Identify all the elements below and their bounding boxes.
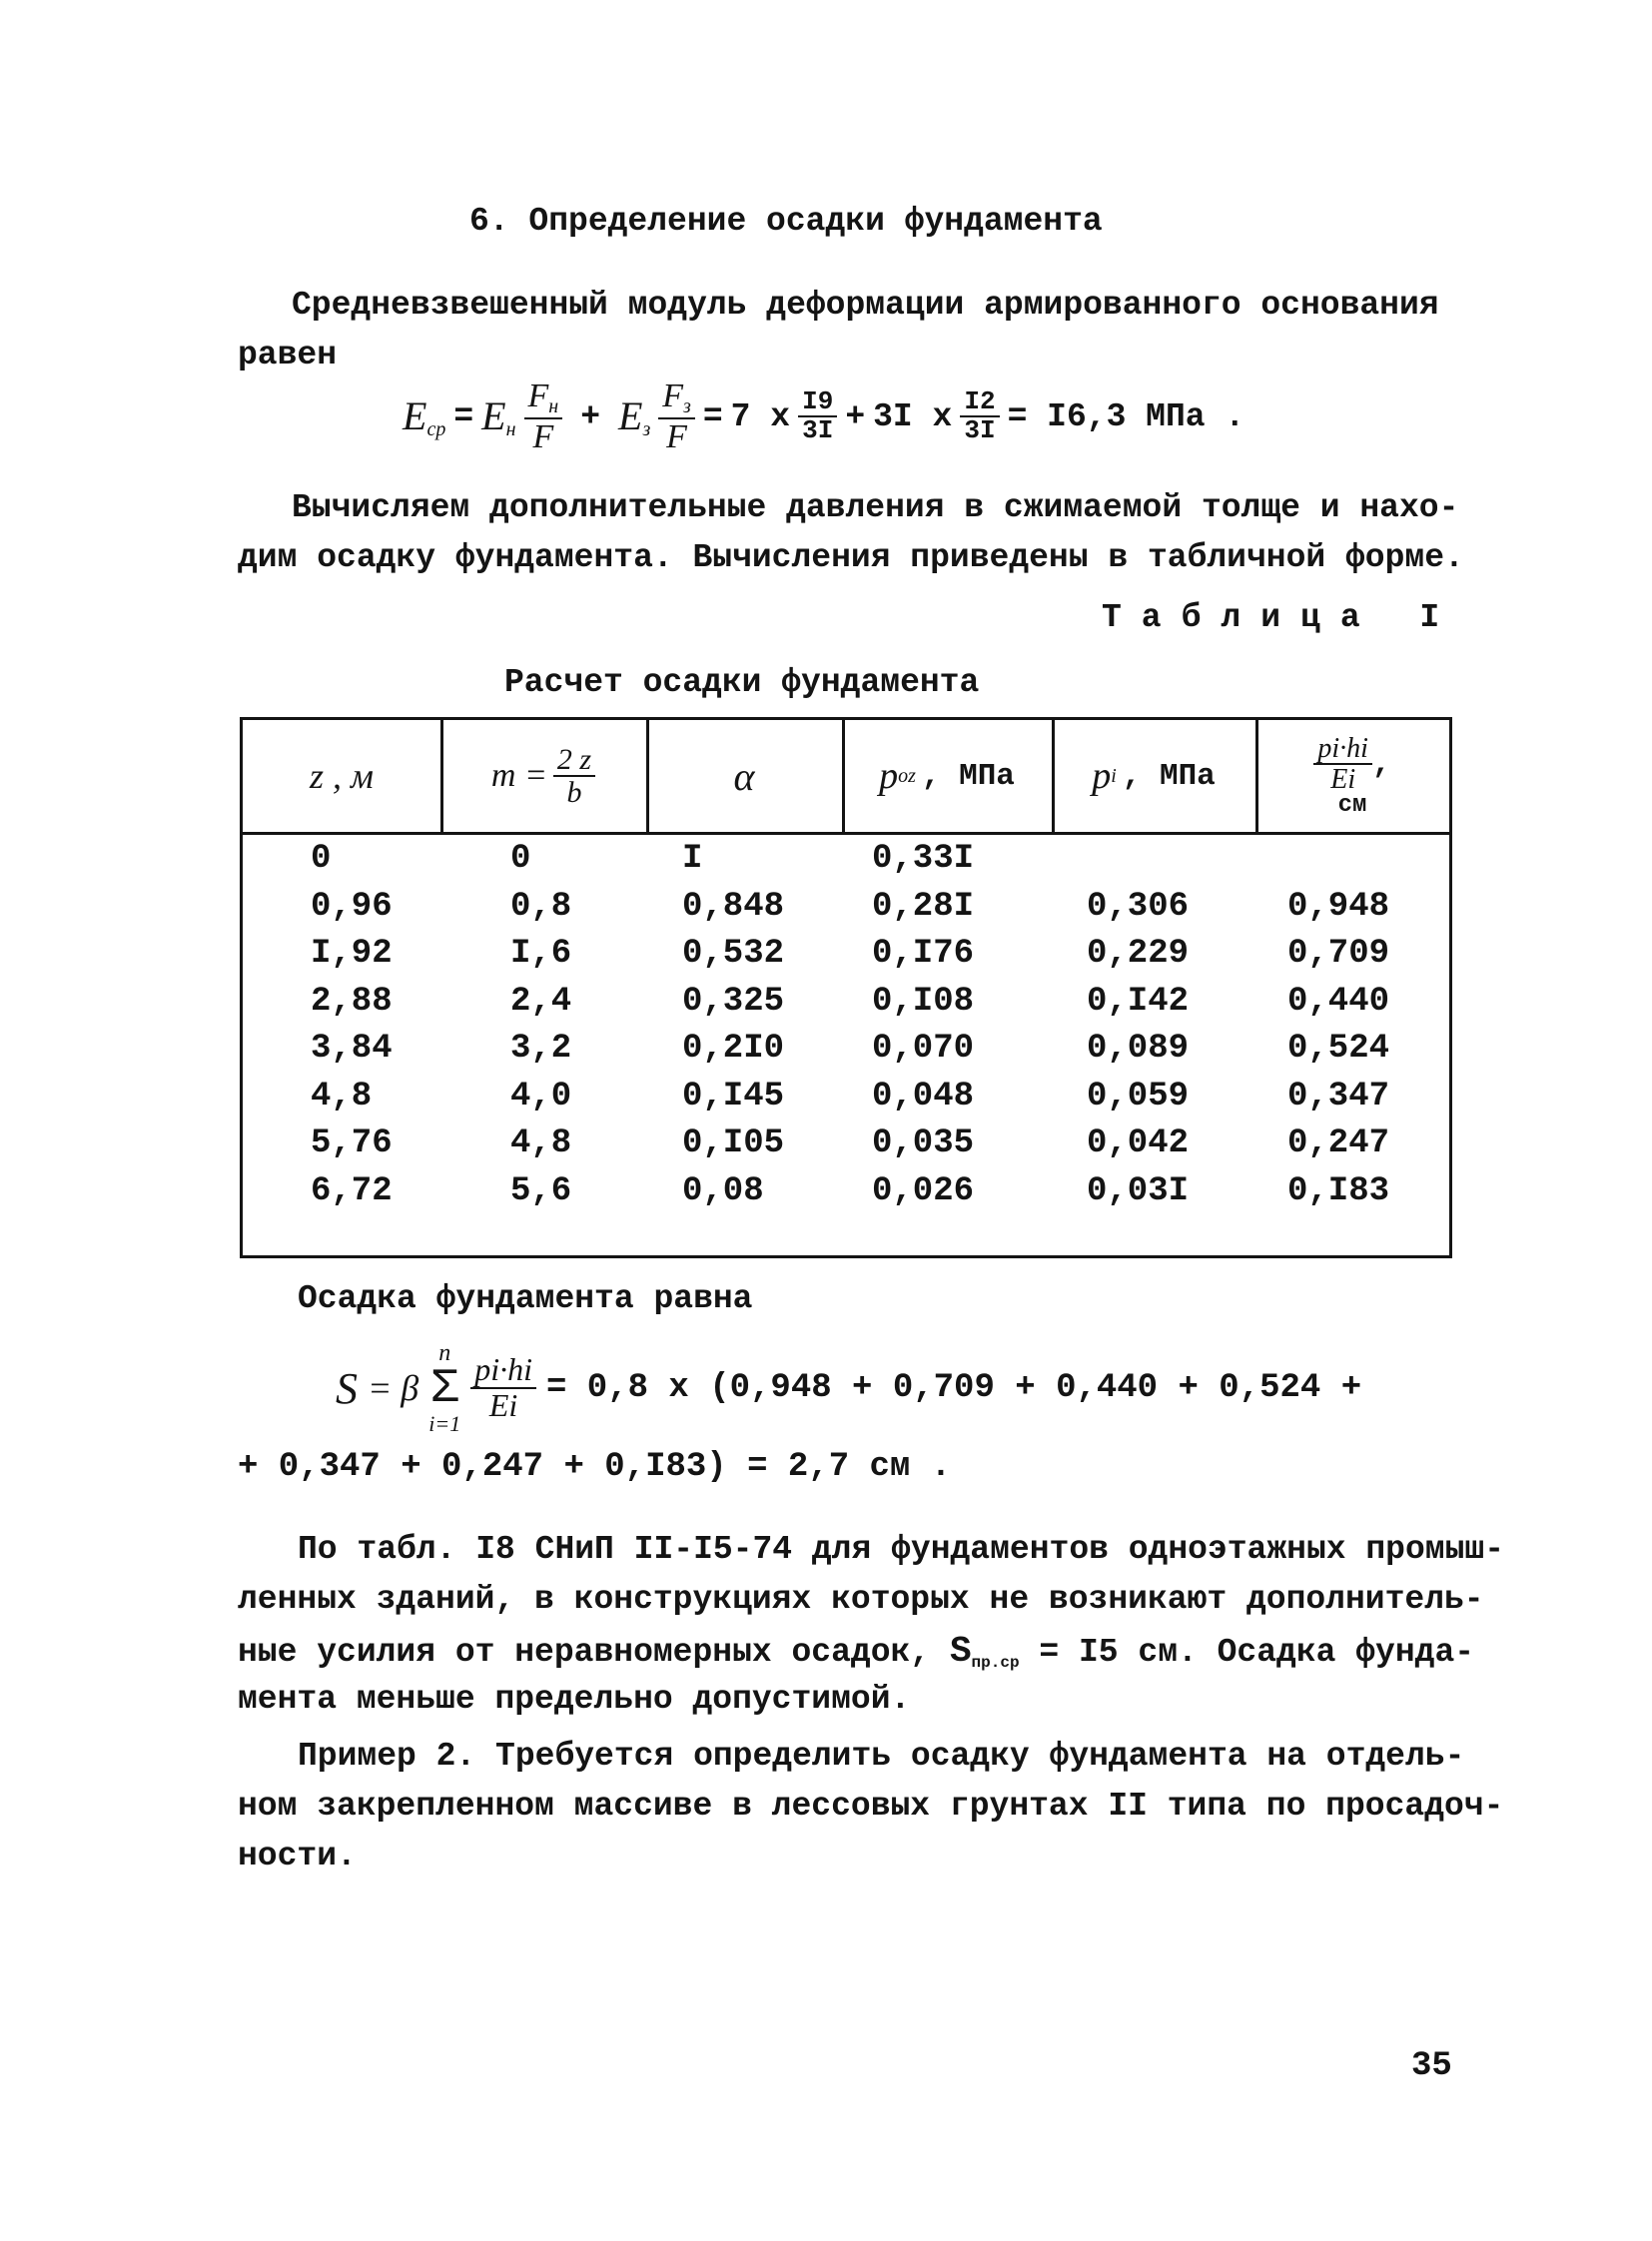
table-cell: 0,8: [510, 888, 572, 926]
table-cell: 0,325: [682, 983, 785, 1021]
table-cell: 0,089: [1087, 1030, 1190, 1068]
sum-symbol: n Σ i=1: [428, 1340, 461, 1436]
table-cell: 0,33I: [872, 840, 975, 878]
table-cell: 0,848: [682, 888, 785, 926]
formula1-term1: $E_н$: [481, 392, 516, 440]
table-cell: 0,532: [682, 935, 785, 973]
settlement-formula: [336, 1333, 1361, 1443]
para2-line-1: Вычисляем дополнительные давления в сжимаемой толще и нахо-: [292, 489, 1459, 526]
table-cell: 0,I83: [1287, 1172, 1390, 1210]
formula2-fraction: $\frac{pi\cdot hi}{Ei}$: [470, 1353, 536, 1422]
table-cell: 3,2: [510, 1030, 572, 1068]
table-cell: 0,042: [1087, 1124, 1190, 1162]
formula1-term2: $E_з$: [618, 392, 651, 440]
formula1-ratio1: $\frac{I9}{3I}$: [798, 388, 837, 445]
table-cell: 0,035: [872, 1124, 975, 1162]
table-cell: 0,I45: [682, 1078, 785, 1116]
table-cell: 0,347: [1287, 1078, 1390, 1116]
para2-line-2: дим осадку фундамента. Вычисления приведены в табличной форме.: [238, 539, 1464, 576]
formula2-lhs: S: [336, 1363, 358, 1413]
table-cell: 0,08: [682, 1172, 764, 1210]
intro-line-2: равен: [238, 337, 338, 374]
table-cell: 0,I05: [682, 1124, 785, 1162]
table-cell: 4,0: [510, 1078, 572, 1116]
formula1-fraction2: $\frac{F_з}{F}$: [658, 378, 695, 455]
table-cell: 0,2I0: [682, 1030, 785, 1068]
header-ratio: $\frac{pi\cdot hi}{Ei}$ , см: [1255, 720, 1449, 832]
modulus-formula: [403, 372, 1244, 461]
para3-line-3: ные усилия от неравномерных осадок, $S_{пр.ср} = I5$ см. Осадка фунда-: [238, 1631, 1475, 1672]
table-cell: 5,6: [510, 1172, 572, 1210]
table-cell: 0,I42: [1087, 983, 1190, 1021]
table-cell: 0,440: [1287, 983, 1390, 1021]
table-cell: 4,8: [510, 1124, 572, 1162]
table-cell: 0,026: [872, 1172, 975, 1210]
table-cell: 0,524: [1287, 1030, 1390, 1068]
table-cell: 0,048: [872, 1078, 975, 1116]
para3-line-4: мента меньше предельно допустимой.: [238, 1681, 911, 1718]
table-cell: 2,4: [510, 983, 572, 1021]
para4-line-1: Пример 2. Требуется определить осадку фундамента на отдель-: [298, 1738, 1465, 1775]
formula1-equals-2: =: [702, 397, 723, 435]
intro-line-1: Средневзвешенный модуль деформации армированного основания: [292, 287, 1439, 324]
formula1-plus: +: [580, 397, 601, 435]
para4-line-3: ности.: [238, 1838, 357, 1874]
table-cell: 0,03I: [1087, 1172, 1190, 1210]
table-cell: 0,059: [1087, 1078, 1190, 1116]
para3-line-2: ленных зданий, в конструкциях которых не возникают дополнитель-: [238, 1581, 1484, 1618]
table-cell: 0,948: [1287, 888, 1390, 926]
table-cell: 0,709: [1287, 935, 1390, 973]
table-cell: I,6: [510, 935, 572, 973]
table-label: Таблица I: [1102, 599, 1460, 636]
formula2-line-1: = 0,8 x (0,948 + 0,709 + 0,440 + 0,524 +: [545, 1369, 1362, 1407]
formula1-plus-2: +: [845, 397, 866, 435]
formula2-eq-beta: = β: [368, 1368, 419, 1408]
table-cell: 0,247: [1287, 1124, 1390, 1162]
formula1-coef1: 7 x: [730, 397, 791, 435]
para3-line-1: По табл. I8 СНиП II-I5-74 для фундаментов одноэтажных промыш-: [298, 1531, 1504, 1568]
page-number: 35: [1411, 2047, 1452, 2085]
table-cell: 4,8: [311, 1078, 373, 1116]
table-cell: I,92: [311, 935, 393, 973]
header-depth: z , м: [310, 756, 374, 796]
table-cell: 0: [510, 840, 531, 878]
header-p-i: p i , МПа: [1092, 755, 1216, 797]
table-cell: 0,I08: [872, 983, 975, 1021]
table-cell: 0,96: [311, 888, 393, 926]
table-cell: 6,72: [311, 1172, 393, 1210]
para4-line-2: ном закрепленном массиве в лессовых грунтах II типа по просадоч-: [238, 1788, 1504, 1825]
formula1-coef2: 3I x: [873, 397, 953, 435]
table-cell: 0,306: [1087, 888, 1190, 926]
header-m: m = $\frac{2 z}{b}$: [440, 720, 646, 832]
table-cell: 5,76: [311, 1124, 393, 1162]
table-title: Расчет осадки фундамента: [504, 664, 980, 701]
section-heading: 6. Определение осадки фундамента: [469, 203, 1103, 240]
table-cell: 0: [311, 840, 332, 878]
table-cell: 3,84: [311, 1030, 393, 1068]
table-cell: I: [682, 840, 703, 878]
formula1-fraction1: $\frac{F_н}{F}$: [524, 378, 563, 455]
table-cell: 0,070: [872, 1030, 975, 1068]
settlement-label: Осадка фундамента равна: [298, 1280, 753, 1317]
formula1-lhs: $E_{ср}$: [403, 392, 446, 440]
formula1-ratio2: $\frac{I2}{3I}$: [960, 388, 999, 445]
table-cell: 2,88: [311, 983, 393, 1021]
header-alpha: α: [733, 753, 755, 799]
header-p-oz: p oz , МПа: [879, 755, 1015, 797]
formula1-equals: =: [453, 397, 474, 435]
table-cell: 0,229: [1087, 935, 1190, 973]
table-cell: 0,I76: [872, 935, 975, 973]
settlement-table: [240, 717, 1452, 1258]
formula2-line-2: + 0,347 + 0,247 + 0,I83) = 2,7 см .: [238, 1448, 952, 1486]
formula1-result: = I6,3 МПа .: [1007, 397, 1245, 435]
table-cell: 0,28I: [872, 888, 975, 926]
